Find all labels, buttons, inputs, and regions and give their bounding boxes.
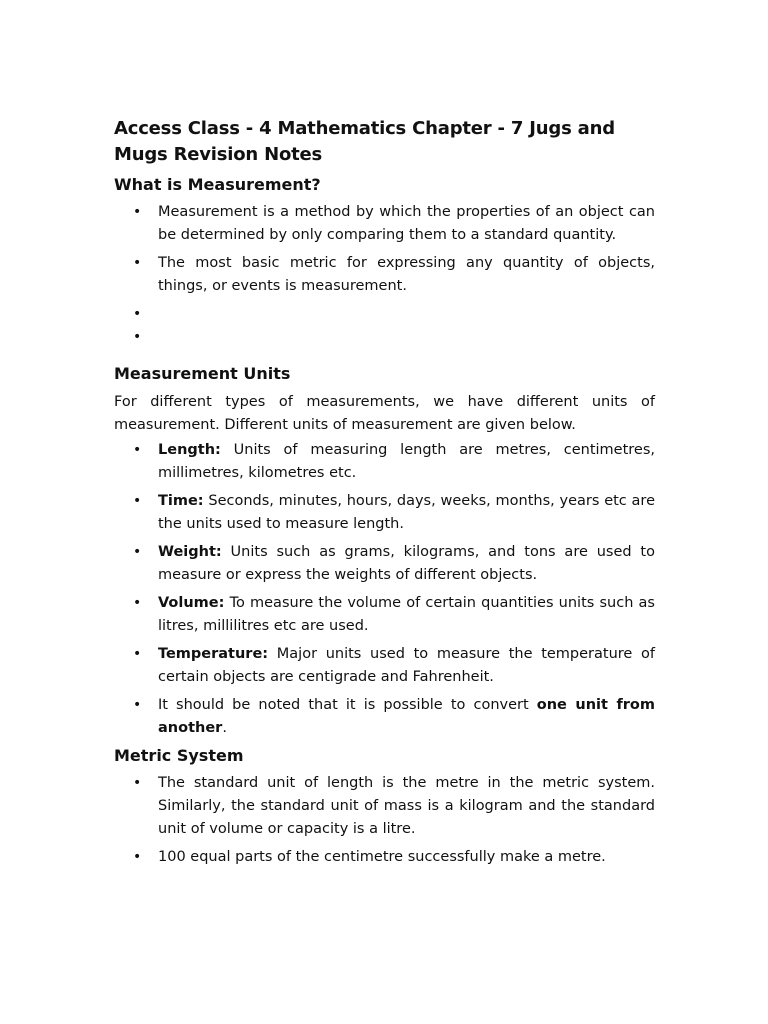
section-heading-metric: Metric System (114, 746, 244, 765)
list-item (114, 694, 655, 740)
bullet-icon: • (133, 255, 142, 271)
document-page (114, 116, 655, 874)
list-item (114, 252, 655, 298)
term-description: Units of measuring length are metres, centimetres, millimetres, kilometres etc. (158, 442, 655, 481)
term-description: To measure the volume of certain quantities units such as litres, millilitres etc are used. (158, 595, 655, 634)
term-label: Weight: (158, 544, 222, 560)
bullet-icon: • (133, 442, 142, 458)
section-heading-measurement: What is Measurement? (114, 175, 321, 194)
measurement-bullet-list (114, 201, 655, 349)
list-item (114, 772, 655, 841)
term-description: Major units used to measure the temperature of certain objects are centigrade and Fahrenheit. (158, 646, 655, 685)
bullet-icon: • (133, 697, 142, 713)
list-item-text: The standard unit of length is the metre in the metric system. Similarly, the standard unit of mass is a kilogram and the standard unit of volume or capacity is a litre. (158, 775, 655, 837)
term-description: Units such as grams, kilograms, and tons are used to measure or express the weights of different objects. (158, 544, 655, 583)
list-item (114, 439, 655, 485)
bullet-icon: • (133, 646, 142, 662)
bullet-icon: • (133, 849, 142, 865)
bullet-icon: • (133, 544, 142, 560)
units-intro-paragraph: For different types of measurements, we have different units of measurement. Different units of measurement are given below. (114, 394, 655, 433)
bullet-icon: • (133, 204, 142, 220)
list-item-text: 100 equal parts of the centimetre successfully make a metre. (158, 849, 606, 865)
list-item (114, 592, 655, 638)
term-description: Seconds, minutes, hours, days, weeks, months, years etc are the units used to measure length. (158, 493, 655, 532)
term-label: Time: (158, 493, 204, 509)
term-label: Volume: (158, 595, 225, 611)
page-title: Access Class - 4 Mathematics Chapter - 7 Jugs and Mugs Revision Notes (114, 118, 615, 165)
section-heading-units: Measurement Units (114, 364, 291, 383)
term-label: Temperature: (158, 646, 269, 662)
empty-list-item (114, 303, 655, 326)
bullet-icon: • (133, 493, 142, 509)
term-label: Length: (158, 442, 221, 458)
list-item-text: Measurement is a method by which the properties of an object can be determined by only comparing them to a standard quantity. (158, 204, 655, 243)
list-item (114, 846, 655, 869)
list-item (114, 541, 655, 587)
bullet-icon: • (133, 775, 142, 791)
list-item (114, 643, 655, 689)
list-item-text: The most basic metric for expressing any quantity of objects, things, or events is measurement. (158, 255, 655, 294)
note-text: It should be noted that it is possible to convert (158, 697, 537, 713)
list-item (114, 201, 655, 247)
metric-bullet-list (114, 772, 655, 869)
empty-list-item (114, 326, 655, 349)
list-item (114, 490, 655, 536)
bullet-icon: • (133, 595, 142, 611)
bullet-icon: • (133, 329, 142, 345)
note-emphasis: one unit from another (158, 697, 656, 736)
bullet-icon: • (133, 306, 142, 322)
note-end: . (222, 720, 227, 736)
units-bullet-list (114, 439, 655, 740)
